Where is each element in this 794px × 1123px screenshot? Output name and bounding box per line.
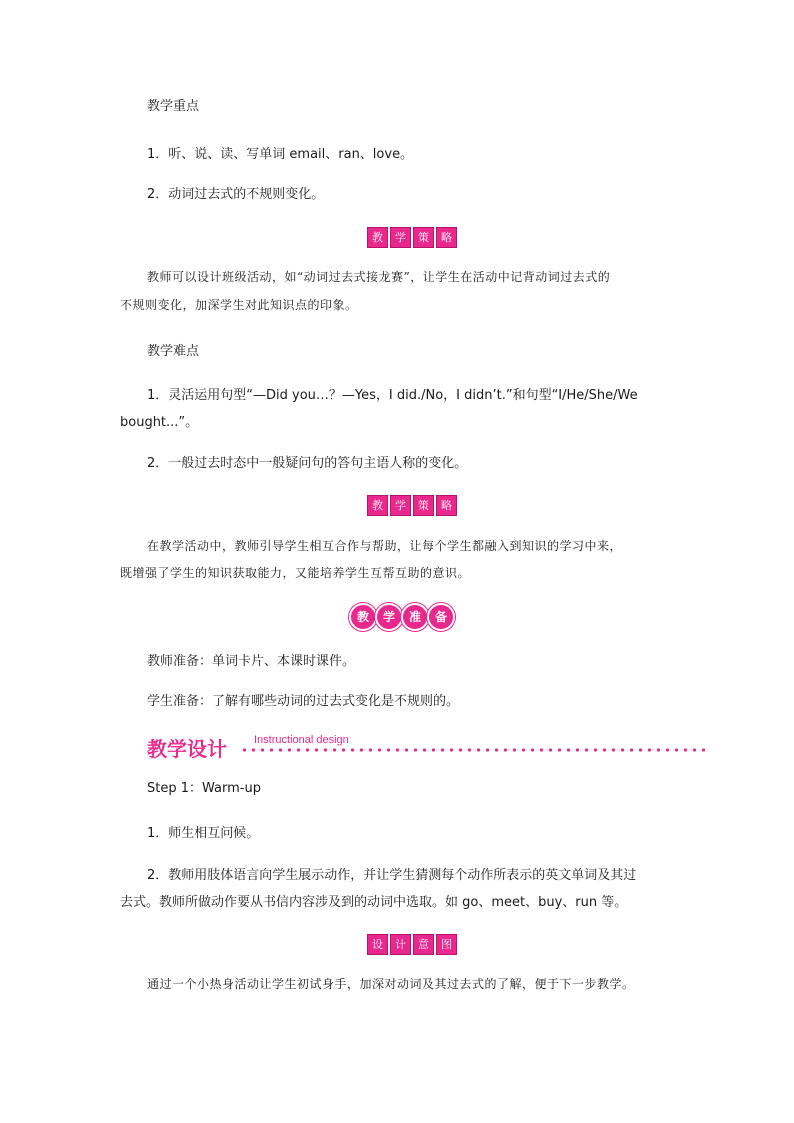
- badge-char: 教: [367, 495, 388, 516]
- strategy2-line-1: 在教学活动中，教师引导学生相互合作与帮助，让每个学生都融入到知识的学习中来，: [147, 539, 623, 553]
- focus-item-2: 2．动词过去式的不规则变化。: [147, 187, 325, 202]
- design-section-title: 教学设计: [147, 737, 227, 761]
- strategy1-line-2: 不规则变化，加深学生对此知识点的印象。: [120, 298, 358, 312]
- step1-item-2-line-2: 去式。教师所做动作要从书信内容涉及到的动词中选取。如 go、meet、buy、run 等。: [120, 895, 628, 910]
- badge-char: 备: [427, 603, 455, 631]
- step1-title: Step 1：Warm-up: [147, 781, 261, 796]
- badge-char: 略: [436, 227, 457, 248]
- difficulty-item-2: 2．一般过去时态中一般疑问句的答句主语人称的变化。: [147, 456, 468, 471]
- badge-char: 策: [413, 495, 434, 516]
- badge-char: 计: [390, 934, 411, 955]
- badge-char: 学: [390, 227, 411, 248]
- difficulty-item-1-line-2: bought...”。: [120, 415, 199, 430]
- dotted-divider: [240, 748, 710, 752]
- step1-item-2-line-1: 2．教师用肢体语言向学生展示动作，并让学生猜测每个动作所表示的英文单词及其过: [147, 868, 637, 883]
- badge-char: 意: [413, 934, 434, 955]
- difficulty-heading: 教学难点: [147, 344, 200, 359]
- badge-char: 教: [367, 227, 388, 248]
- prep-student: 学生准备：了解有哪些动词的过去式变化是不规则的。: [147, 694, 460, 709]
- intent-badge: [367, 934, 459, 955]
- difficulty-item-1-line-1: 1．灵活运用句型“—Did you…？—Yes，I did./No，I didn’t.”和句型“I/He/She/We: [147, 388, 638, 403]
- design-section-subtitle: Instructional design: [254, 734, 349, 746]
- focus-item-1: 1．听、说、读、写单词 email、ran、love。: [147, 147, 414, 162]
- strategy2-line-2: 既增强了学生的知识获取能力，又能培养学生互帮互助的意识。: [120, 566, 471, 580]
- strategy-badge-1: [367, 227, 459, 248]
- intent-line-1: 通过一个小热身活动让学生初试身手，加深对动词及其过去式的了解，便于下一步教学。: [147, 977, 635, 991]
- prep-teacher: 教师准备：单词卡片、本课时课件。: [147, 654, 356, 669]
- badge-char: 策: [413, 227, 434, 248]
- badge-char: 略: [436, 495, 457, 516]
- badge-char: 图: [436, 934, 457, 955]
- strategy1-line-1: 教师可以设计班级活动，如“动词过去式接龙赛”，让学生在活动中记背动词过去式的: [147, 270, 611, 284]
- badge-char: 学: [375, 603, 403, 631]
- badge-char: 学: [390, 495, 411, 516]
- badge-char: 准: [401, 603, 429, 631]
- badge-char: 教: [349, 603, 377, 631]
- step1-item-1: 1．师生相互问候。: [147, 826, 260, 841]
- focus-heading: 教学重点: [147, 99, 200, 114]
- strategy-badge-2: [367, 495, 459, 516]
- prep-badge: [349, 603, 453, 631]
- badge-char: 设: [367, 934, 388, 955]
